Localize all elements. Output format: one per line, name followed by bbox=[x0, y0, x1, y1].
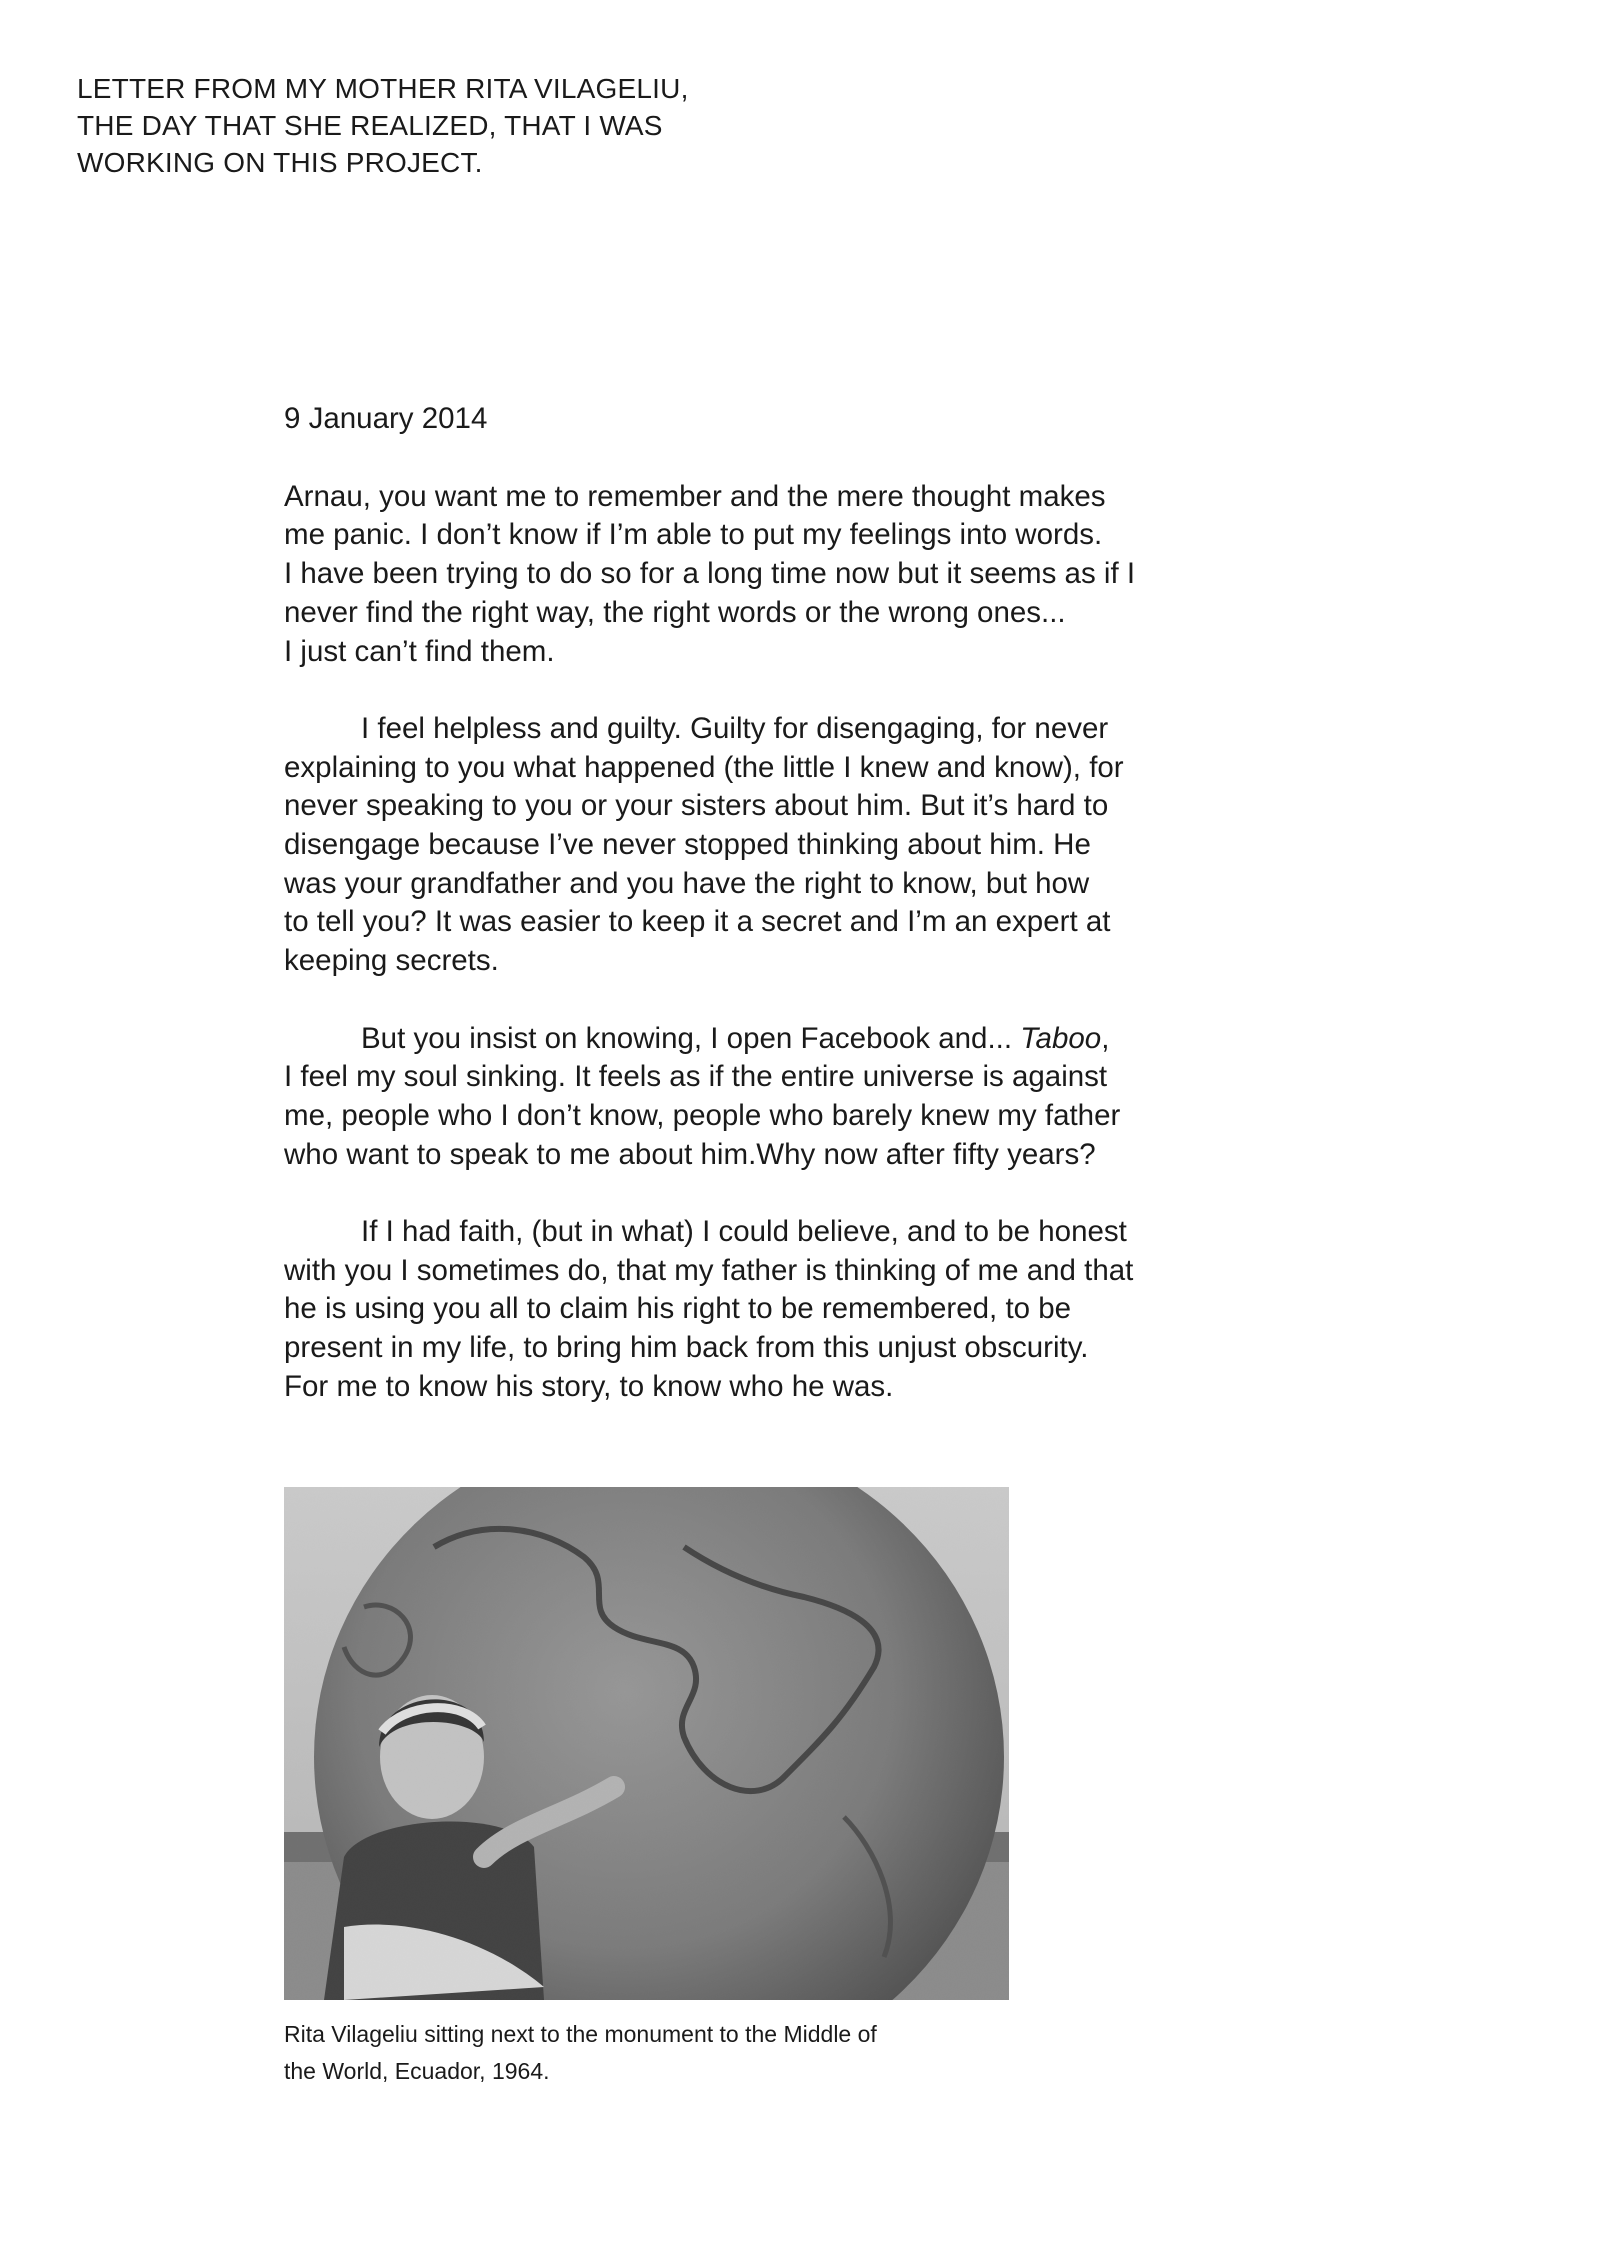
emphasis-taboo: Taboo bbox=[1020, 1021, 1102, 1055]
heading-line: THE DAY THAT SHE REALIZED, THAT I WAS bbox=[77, 110, 663, 141]
text-line: he is using you all to claim his right to be remembered, to be bbox=[284, 1292, 1072, 1326]
text-line: present in my life, to bring him back from this unjust obscurity. bbox=[284, 1331, 1089, 1365]
heading-line: LETTER FROM MY MOTHER RITA VILAGELIU, bbox=[77, 73, 689, 104]
text-run: , bbox=[1101, 1021, 1110, 1055]
letter-paragraph-3 bbox=[284, 1020, 1204, 1175]
text-line: I just can’t find them. bbox=[284, 634, 555, 668]
text-line: with you I sometimes do, that my father is thinking of me and that bbox=[284, 1253, 1134, 1287]
letter-paragraph-2 bbox=[284, 710, 1204, 981]
text-line: I feel helpless and guilty. Guilty for disengaging, for never bbox=[361, 711, 1109, 745]
text-line: I feel my soul sinking. It feels as if the entire universe is against bbox=[284, 1060, 1108, 1094]
letter-paragraph-1 bbox=[284, 478, 1204, 672]
text-line: never find the right way, the right words or the wrong ones... bbox=[284, 595, 1066, 629]
text-line: For me to know his story, to know who he was. bbox=[284, 1369, 894, 1403]
caption-line: the World, Ecuador, 1964. bbox=[284, 2058, 550, 2084]
photo-caption bbox=[284, 2016, 1044, 2090]
text-line: to tell you? It was easier to keep it a secret and I’m an expert at bbox=[284, 905, 1111, 939]
text-line: explaining to you what happened (the little I knew and know), for bbox=[284, 750, 1124, 784]
text-line: disengage because I’ve never stopped thinking about him. He bbox=[284, 828, 1091, 862]
text-line: me panic. I don’t know if I’m able to put my feelings into words. bbox=[284, 518, 1103, 552]
text-line: If I had faith, (but in what) I could believe, and to be honest bbox=[361, 1215, 1127, 1249]
photo-illustration bbox=[284, 1487, 1009, 2000]
text-line: keeping secrets. bbox=[284, 944, 499, 978]
text-line: me, people who I don’t know, people who barely knew my father bbox=[284, 1098, 1121, 1132]
text-line: was your grandfather and you have the right to know, but how bbox=[284, 866, 1090, 900]
text-line: never speaking to you or your sisters about him. But it’s hard to bbox=[284, 789, 1109, 823]
heading-line: WORKING ON THIS PROJECT. bbox=[77, 147, 483, 178]
letter-paragraph-4 bbox=[284, 1213, 1204, 1407]
letter-body bbox=[284, 400, 1204, 1445]
monument-photo bbox=[284, 1487, 1009, 2000]
text-run: But you insist on knowing, I open Facebook and... bbox=[361, 1021, 1021, 1055]
text-line: who want to speak to me about him.Why now after fifty years? bbox=[284, 1137, 1096, 1171]
photo-grain bbox=[284, 1487, 1009, 2000]
text-line: Arnau, you want me to remember and the mere thought makes bbox=[284, 479, 1106, 513]
letter-date: 9 January 2014 bbox=[284, 402, 488, 435]
text-line: I have been trying to do so for a long time now but it seems as if I bbox=[284, 557, 1136, 591]
page-heading bbox=[77, 70, 877, 181]
text-line bbox=[284, 1020, 1204, 1059]
caption-line: Rita Vilageliu sitting next to the monument to the Middle of bbox=[284, 2021, 877, 2047]
